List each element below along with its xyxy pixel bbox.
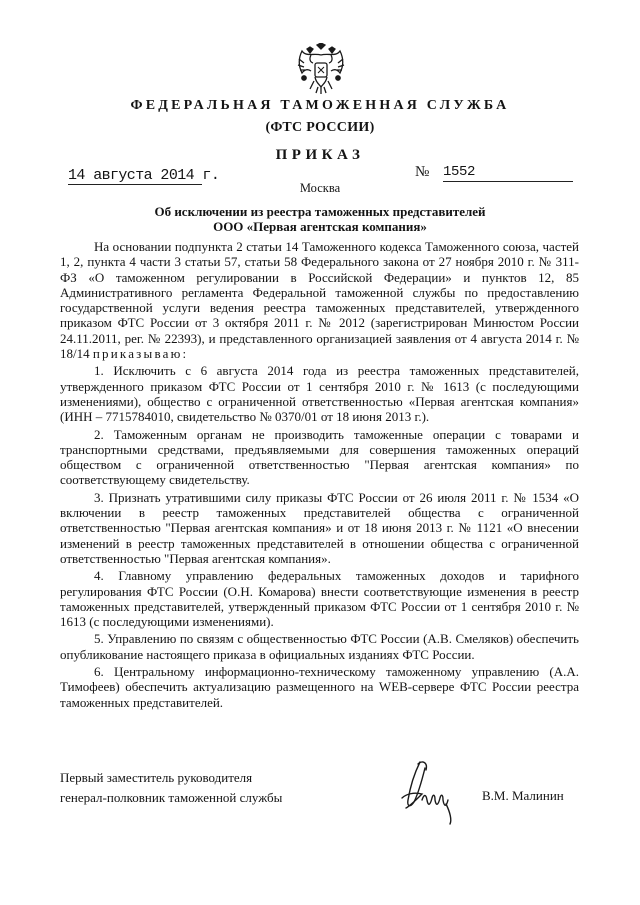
preamble-text: На основании подпункта 2 статьи 14 Таможенного кодекса Таможенного союза, частей 1, 2, пункта 4 части 3 статьи 57, статьи 58 Федерального закона от 27 ноября 2010 г. № 311-ФЗ «О таможенном регулировании в Российской Федерации» и пунктов 12, 85 Административного регламента Федеральной таможенной службы по предоставлению государственной услуги ведения реестра таможенных представителей, утвержденного приказом ФТС России от 3 октября 2011 г. № 2012 (зарегистрирован Минюстом России 24.11.2011, рег. № 22393), и представленного организацией заявления от 4 августа 2014 г. № 18/14 <box>60 239 579 362</box>
agency-name: ФЕДЕРАЛЬНАЯ ТАМОЖЕННАЯ СЛУЖБА <box>130 98 510 113</box>
order-date: 14 августа 2014 г. <box>68 167 220 184</box>
order-item-1: 1. Исключить с 6 августа 2014 года из реестра таможенных представителей, утвержденного приказом ФТС России от 1 сентября 2010 г. № 1613 (с последующими изменениями), общество с ограниченной ответственностью «Первая агентская компания» (ИНН – 7715784010, свидетельство № 0370/01 от 18 июня 2013 г.). <box>60 363 579 425</box>
order-title-line-2: ООО «Первая агентская компания» <box>213 219 427 234</box>
coat-of-arms-icon <box>296 43 346 95</box>
order-number: 1552 <box>443 164 573 182</box>
order-title <box>0 204 640 234</box>
handwritten-signature-icon <box>392 754 472 834</box>
signatory-position-line-2: генерал-полковник таможенной службы <box>60 790 283 805</box>
order-item-6: 6. Центральному информационно-техническому таможенному управлению (А.А. Тимофеев) обеспечить актуализацию размещенного на WEB-сервере ФТС России реестра таможенных представителей. <box>60 664 579 710</box>
document-type: ПРИКАЗ <box>275 147 365 163</box>
signatory-position <box>60 768 282 808</box>
order-word: приказываю: <box>92 346 189 362</box>
signatory-name: В.М. Малинин <box>482 788 564 803</box>
signatory-position-line-1: Первый заместитель руководителя <box>60 770 253 785</box>
city: Москва <box>299 181 341 195</box>
order-item-2: 2. Таможенным органам не производить таможенные операции с товарами и транспортными средствами, предъявляемыми для совершения таможенных операций обществом с ограниченной ответственностью "Первая агентская компания» по соответствующему свидетельству. <box>60 426 579 488</box>
order-item-5: 5. Управлению по связям с общественностью ФТС России (А.В. Смеляков) обеспечить опубликование настоящего приказа в официальных изданиях ФТС России. <box>60 631 579 662</box>
preamble-paragraph <box>60 239 579 361</box>
order-body <box>60 239 579 712</box>
order-item-4: 4. Главному управлению федеральных таможенных доходов и тарифного регулирования ФТС России (О.Н. Комарова) внести соответствующие изменения в реестр таможенных представителей, утвержденный приказом ФТС России от 1 сентября 2010 г. № 1613 (с последующими изменениями). <box>60 568 579 630</box>
order-item-3: 3. Признать утратившими силу приказы ФТС России от 26 июля 2011 г. № 1534 «О включении в реестр таможенных представителей общества с ограниченной ответственностью "Первая агентская компания» и от 18 июня 2013 г. № 1121 «О внесении изменений в реестр таможенных представителей в отношении общества с ограниченной ответственностью "Первая агентская компания». <box>60 489 579 566</box>
order-number-label: № <box>415 164 430 180</box>
order-title-line-1: Об исключении из реестра таможенных представителей <box>154 204 486 219</box>
agency-short-name: (ФТС РОССИИ) <box>265 120 375 135</box>
